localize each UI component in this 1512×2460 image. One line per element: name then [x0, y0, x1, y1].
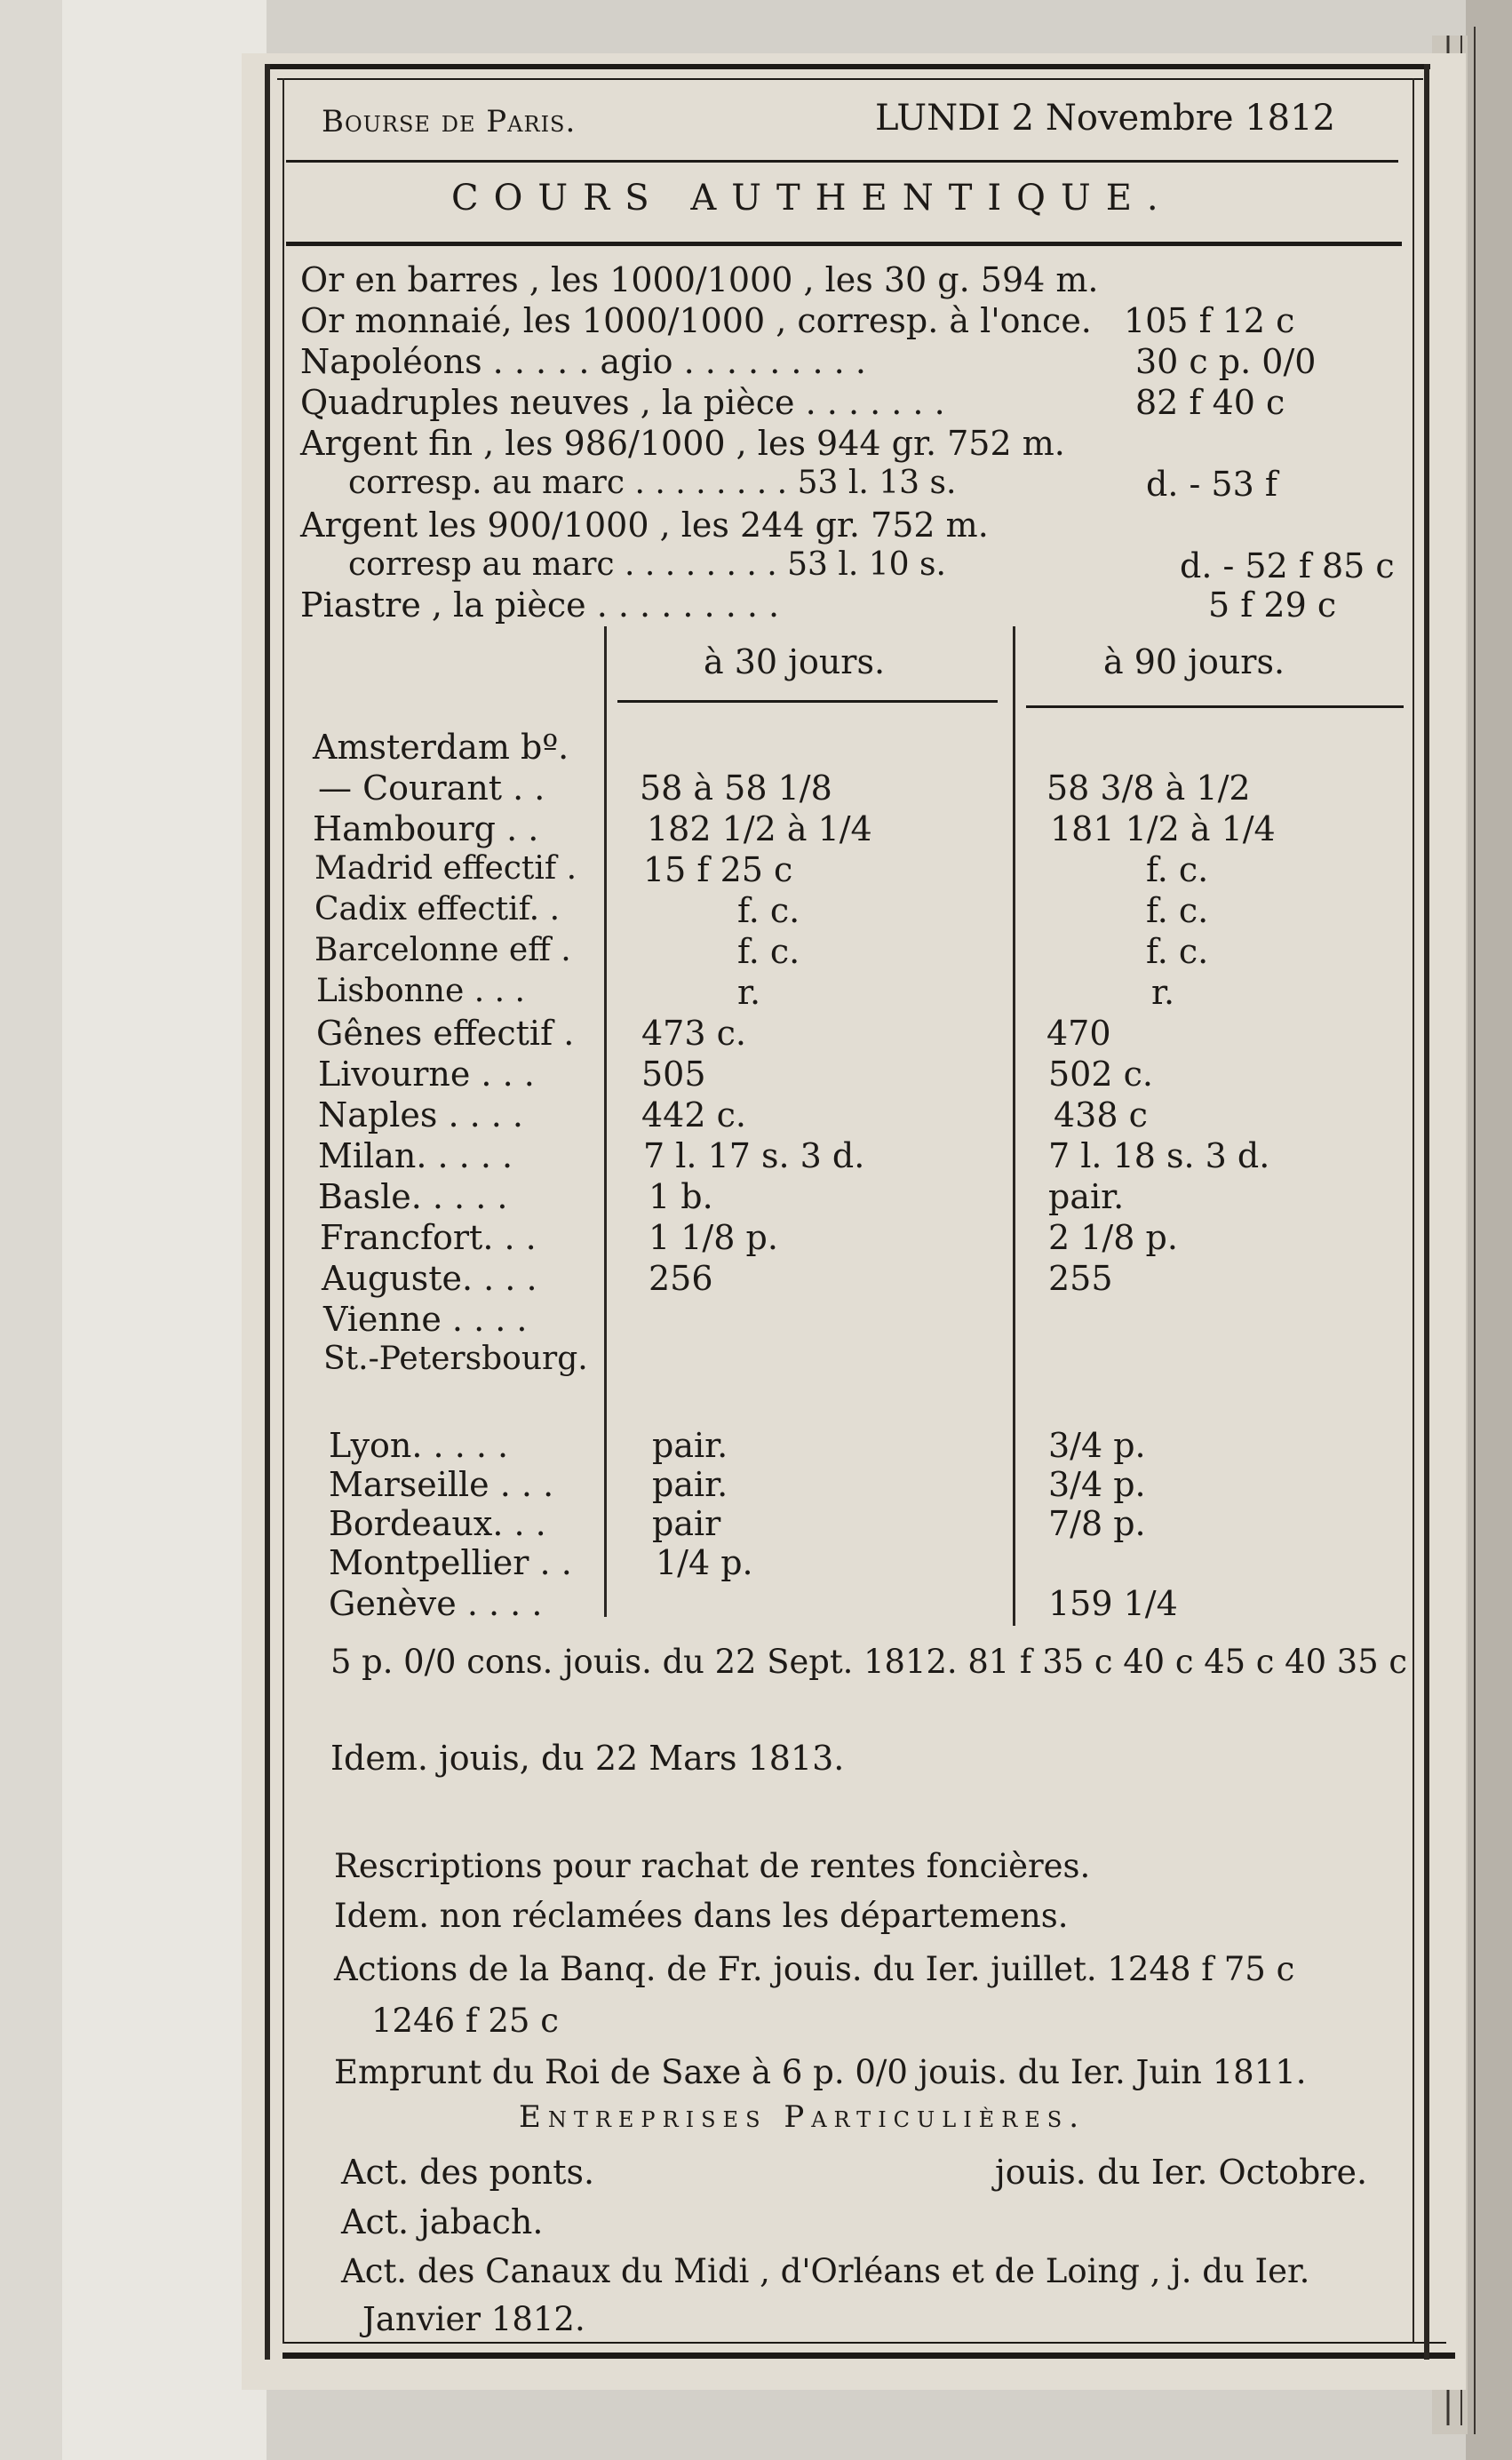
- border-top-outer: [267, 64, 1430, 69]
- metal-piastre-value: 5 f 29 c: [1208, 585, 1337, 625]
- fund-5-consolides: 5 p. 0/0 cons. jouis. du 22 Sept. 1812. 81 f 35 c 40 c 45 c 40 35 c: [330, 1643, 1408, 1681]
- rate90-auguste: 255: [1048, 1259, 1113, 1298]
- rate90-basle: pair.: [1048, 1177, 1125, 1216]
- place-amsterdam: Amsterdam bº.: [313, 728, 569, 767]
- border-bottom-inner: [283, 2342, 1446, 2344]
- rate90-hambourg: 181 1/2 à 1/4: [1050, 809, 1276, 848]
- rate90-livourne: 502 c.: [1048, 1055, 1153, 1094]
- rate90-naples: 438 c: [1054, 1095, 1148, 1134]
- place-bordeaux: Bordeaux. . .: [329, 1504, 546, 1543]
- rate90-cadix: f. c.: [1146, 891, 1209, 930]
- place-cadix: Cadix effectif. .: [314, 891, 561, 927]
- bourse-label: Bourse de Paris.: [322, 104, 577, 139]
- rate90-genes: 470: [1046, 1014, 1111, 1053]
- exchange-divider-right: [1013, 626, 1015, 1626]
- place-madrid: Madrid effectif .: [314, 850, 577, 887]
- metal-silver-fine-marc: corresp. au marc . . . . . . . . 53 l. 13 s.: [348, 465, 957, 501]
- rate90-bordeaux: 7/8 p.: [1048, 1504, 1146, 1543]
- place-vienne: Vienne . . . .: [323, 1300, 528, 1339]
- fund-rescriptions: Rescriptions pour rachat de rentes foncières.: [334, 1847, 1091, 1885]
- act-canaux: Act. des Canaux du Midi , d'Orléans et de Loing , j. du Ier.: [341, 2252, 1310, 2290]
- title-rule: [286, 242, 1402, 246]
- rate90-madrid: f. c.: [1146, 850, 1209, 889]
- place-auguste: Auguste. . . .: [322, 1259, 537, 1298]
- exchange-divider-left: [604, 626, 607, 1617]
- rate30-milan: 7 l. 17 s. 3 d.: [643, 1136, 865, 1175]
- metal-quadruples-value: 82 f 40 c: [1135, 383, 1285, 422]
- metal-silver-900: Argent les 900/1000 , les 244 gr. 752 m.: [300, 506, 989, 545]
- metal-piastre: Piastre , la pièce . . . . . . . . .: [300, 585, 780, 625]
- place-lyon: Lyon. . . . .: [329, 1426, 509, 1465]
- metal-gold-coin: Or monnaié, les 1000/1000 , corresp. à l'once.: [300, 301, 1092, 340]
- place-lisbonne: Lisbonne . . .: [316, 973, 525, 1009]
- metal-gold-coin-value: 105 f 12 c: [1124, 301, 1295, 340]
- border-left-inner: [283, 78, 284, 2344]
- rate30-madrid: 15 f 25 c: [643, 850, 793, 889]
- place-basle: Basle. . . . .: [318, 1177, 508, 1216]
- place-milan: Milan. . . . .: [318, 1136, 513, 1175]
- place-barcelonne: Barcelonne eff .: [314, 932, 571, 968]
- act-ponts-value: jouis. du Ier. Octobre.: [995, 2153, 1368, 2192]
- header-rule: [286, 160, 1398, 163]
- rate30-francfort: 1 1/8 p.: [649, 1218, 778, 1257]
- rate30-courant: 58 à 58 1/8: [640, 768, 832, 808]
- border-right-outer: [1424, 64, 1429, 2360]
- rate90-francfort: 2 1/8 p.: [1048, 1218, 1178, 1257]
- rate30-genes: 473 c.: [641, 1014, 746, 1053]
- metal-quadruples: Quadruples neuves , la pièce . . . . . . .: [300, 383, 945, 422]
- rate30-hambourg: 182 1/2 à 1/4: [647, 809, 872, 848]
- place-montpellier: Montpellier . .: [329, 1543, 572, 1582]
- rate90-lisbonne: r.: [1151, 973, 1175, 1012]
- col-90-rule: [1026, 705, 1404, 708]
- fund-actions-banque: Actions de la Banq. de Fr. jouis. du Ier. juillet. 1248 f 75 c: [334, 1950, 1295, 1988]
- rate90-barcelonne: f. c.: [1146, 932, 1209, 971]
- fund-idem-mars: Idem. jouis, du 22 Mars 1813.: [330, 1739, 845, 1778]
- rate30-lyon: pair.: [652, 1426, 728, 1465]
- rate30-barcelonne: f. c.: [737, 932, 800, 971]
- place-francfort: Francfort. . .: [320, 1218, 537, 1257]
- metal-napoleons: Napoléons . . . . . agio . . . . . . . . .: [300, 342, 866, 381]
- rate90-milan: 7 l. 18 s. 3 d.: [1048, 1136, 1270, 1175]
- rate30-marseille: pair.: [652, 1465, 728, 1504]
- fund-actions-banque-second: 1246 f 25 c: [371, 2002, 559, 2040]
- act-ponts: Act. des ponts.: [341, 2153, 595, 2192]
- rate30-naples: 442 c.: [641, 1095, 746, 1134]
- border-bottom-outer: [283, 2353, 1455, 2359]
- rate90-marseille: 3/4 p.: [1048, 1465, 1146, 1504]
- metal-silver-900-marc: corresp au marc . . . . . . . . 53 l. 10 s.: [348, 546, 946, 583]
- rate30-livourne: 505: [641, 1055, 706, 1094]
- border-left-outer: [265, 64, 270, 2360]
- metal-silver-fine: Argent fin , les 986/1000 , les 944 gr. 752 m.: [300, 424, 1065, 463]
- rate30-montpellier: 1/4 p.: [656, 1543, 753, 1582]
- metal-gold-bars: Or en barres , les 1000/1000 , les 30 g. 594 m.: [300, 260, 1099, 299]
- act-canaux-cont: Janvier 1812.: [362, 2300, 585, 2338]
- place-naples: Naples . . . .: [318, 1095, 524, 1134]
- rate30-cadix: f. c.: [737, 891, 800, 930]
- place-hambourg: Hambourg . .: [313, 809, 539, 848]
- place-livourne: Livourne . . .: [318, 1055, 535, 1094]
- fund-idem-non-reclamees: Idem. non réclamées dans les départemens.: [334, 1897, 1069, 1935]
- enterprises-heading: Entreprises Particulières.: [519, 2099, 1086, 2135]
- rate30-bordeaux: pair: [652, 1504, 721, 1543]
- fund-emprunt-saxe: Emprunt du Roi de Saxe à 6 p. 0/0 jouis. du Ier. Juin 1811.: [334, 2053, 1307, 2091]
- place-genes: Gênes effectif .: [316, 1014, 575, 1053]
- metal-silver-900-value: d. - 52 f 85 c: [1180, 546, 1395, 585]
- place-st-petersbourg: St.-Petersbourg.: [323, 1341, 588, 1377]
- rate90-lyon: 3/4 p.: [1048, 1426, 1146, 1465]
- place-geneve: Genève . . . .: [329, 1584, 543, 1623]
- rate30-auguste: 256: [649, 1259, 713, 1298]
- border-top-inner: [277, 78, 1423, 80]
- metal-napoleons-value: 30 c p. 0/0: [1135, 342, 1317, 381]
- page-title: COURS AUTHENTIQUE.: [451, 178, 1174, 219]
- col-30-days-header: à 30 jours.: [704, 642, 886, 681]
- act-jabach: Act. jabach.: [341, 2202, 544, 2241]
- place-courant: — Courant . .: [318, 768, 545, 808]
- date-label: LUNDI 2 Novembre 1812: [875, 98, 1336, 139]
- rate30-lisbonne: r.: [737, 973, 761, 1012]
- rate90-courant: 58 3/8 à 1/2: [1046, 768, 1251, 808]
- col-30-rule: [617, 700, 998, 703]
- col-90-days-header: à 90 jours.: [1103, 642, 1285, 681]
- rate30-basle: 1 b.: [649, 1177, 713, 1216]
- metal-silver-fine-value: d. - 53 f: [1146, 465, 1277, 504]
- rate90-geneve: 159 1/4: [1048, 1584, 1178, 1623]
- border-right-inner: [1413, 78, 1414, 2344]
- place-marseille: Marseille . . .: [329, 1465, 554, 1504]
